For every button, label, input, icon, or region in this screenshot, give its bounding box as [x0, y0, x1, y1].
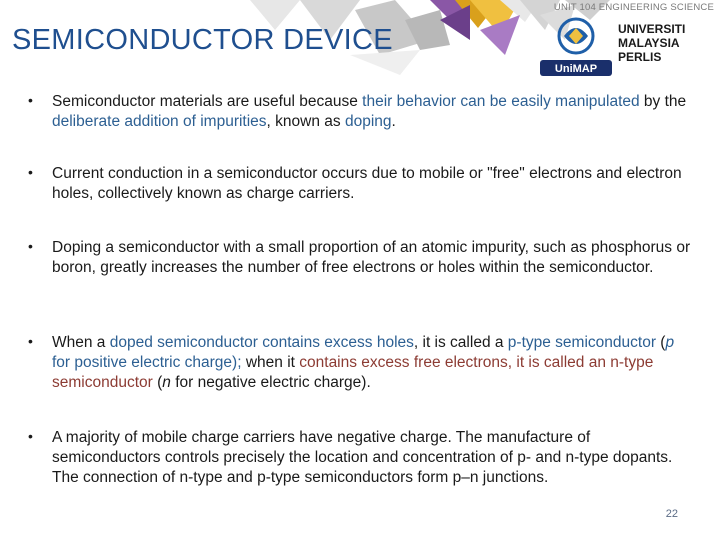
unimap-emblem-icon	[536, 14, 616, 80]
bullet-text	[52, 92, 692, 132]
bullet-marker: •	[28, 333, 33, 349]
logo-wordmark	[618, 22, 685, 64]
text-run: doped semiconductor contains excess holes	[109, 334, 414, 351]
bullet-text	[52, 428, 692, 488]
text-run: , it is called a	[413, 334, 508, 351]
logo-line-2: MALAYSIA	[618, 36, 680, 50]
text-run: their behavior can be easily manipulated	[362, 93, 640, 110]
text-run: A majority of mobile charge carriers have negative charge. The manufacture of semiconductors controls precisely the location and concentration of p- and n-type dopants. The connection of n-type and p-type semiconductors form p–n junctions.	[52, 429, 673, 486]
logo-line-1: UNIVERSITI	[618, 22, 686, 36]
bullet-marker: •	[28, 164, 33, 180]
text-run: Semiconductor materials are useful because	[52, 93, 363, 110]
text-run: p-type semiconductor	[507, 334, 656, 351]
bullet-marker: •	[28, 238, 33, 254]
bullet-text	[52, 164, 692, 204]
logo-line-3: PERLIS	[618, 50, 662, 64]
text-run: doping	[344, 113, 392, 130]
text-run: (	[655, 334, 666, 351]
bullet-text	[52, 333, 692, 393]
text-run: n	[162, 374, 171, 391]
text-run: when it	[241, 354, 300, 371]
text-run: Current conduction in a semiconductor occurs due to mobile or "free" electrons and electron holes, collectively known as charge carriers.	[52, 165, 682, 202]
text-run: for positive electric charge);	[52, 354, 242, 371]
text-run: deliberate addition of impurities	[52, 113, 267, 130]
university-logo	[536, 14, 716, 80]
text-run: p	[665, 334, 675, 351]
text-run: , known as	[266, 113, 345, 130]
logo-brand: UniMAP	[554, 63, 598, 75]
text-run: When a	[52, 334, 110, 351]
course-code: UNIT 104 ENGINEERING SCIENCE	[553, 2, 714, 13]
text-run: (	[152, 374, 163, 391]
bullet-marker: •	[28, 428, 33, 444]
text-run: by the	[639, 93, 687, 110]
text-run: .	[391, 113, 396, 130]
text-run: for negative electric charge).	[170, 374, 371, 391]
page-number: 22	[665, 508, 678, 520]
page-title: SEMICONDUCTOR DEVICE	[12, 24, 393, 56]
bullet-marker: •	[28, 92, 33, 108]
text-run: Doping a semiconductor with a small proportion of an atomic impurity, such as phosphorus or boron, greatly increases the number of free electrons or holes within the semiconductor.	[52, 239, 691, 276]
bullet-text	[52, 238, 692, 278]
text-run: contains excess free electrons, it is called an n-type semiconductor	[52, 354, 654, 391]
